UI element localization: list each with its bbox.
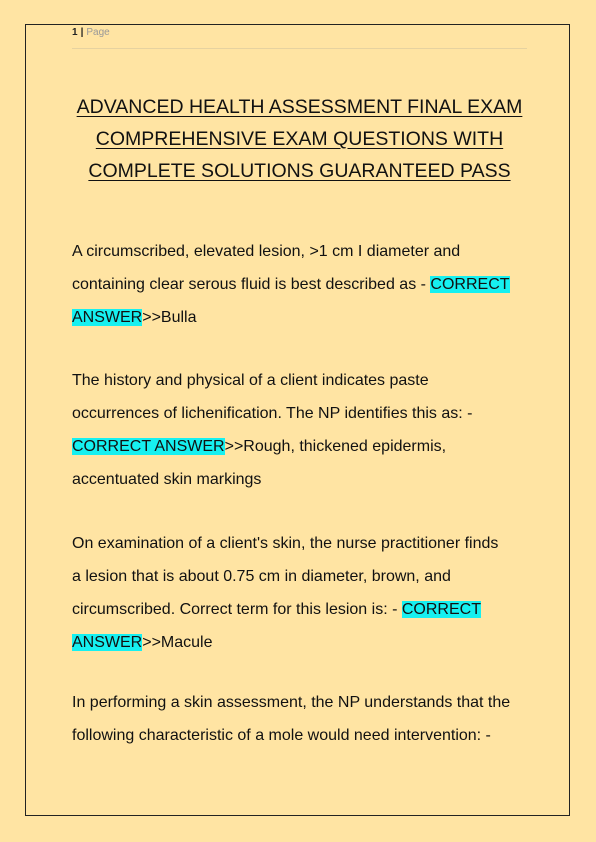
question-text: containing clear serous fluid is best described as - (72, 276, 431, 293)
answer-text-line: accentuated skin markings (72, 471, 262, 488)
correct-answer-highlight: CORRECT (430, 276, 510, 293)
correct-answer-highlight: ANSWER (72, 634, 143, 651)
document-title (72, 91, 527, 187)
question-text-line: occurrences of lichenification. The NP identifies this as: - (72, 405, 473, 422)
answer-text: >>Rough, thickened epidermis, (224, 438, 447, 455)
question-block (72, 686, 542, 752)
question-text-line (72, 268, 542, 301)
question-text-line: a lesion that is about 0.75 cm in diameter, brown, and (72, 568, 451, 585)
title-line: COMPLETE SOLUTIONS GUARANTEED PASS (88, 160, 511, 182)
title-line: ADVANCED HEALTH ASSESSMENT FINAL EXAM (76, 96, 523, 118)
question-text-line: following characteristic of a mole would need intervention: - (72, 727, 491, 744)
page-label: Page (86, 27, 110, 38)
correct-answer-highlight: CORRECT (401, 601, 481, 618)
question-text-line: A circumscribed, elevated lesion, >1 cm I diameter and (72, 243, 461, 260)
answer-line (72, 301, 542, 334)
question-text-line: In performing a skin assessment, the NP understands that the (72, 694, 511, 711)
question-block (72, 364, 542, 496)
question-block (72, 527, 542, 659)
question-text-line: The history and physical of a client indicates paste (72, 372, 429, 389)
header-rule (72, 48, 527, 49)
answer-text: >>Macule (142, 634, 213, 651)
correct-answer-highlight: ANSWER (72, 309, 143, 326)
question-text-line (72, 593, 542, 626)
question-text-line: On examination of a client's skin, the nurse practitioner finds (72, 535, 499, 552)
page-header (72, 26, 527, 40)
answer-text: >>Bulla (142, 309, 197, 326)
answer-line (72, 626, 542, 659)
question-block (72, 235, 542, 334)
answer-line (72, 430, 542, 463)
page-number-separator: | (80, 27, 84, 38)
title-line: COMPREHENSIVE EXAM QUESTIONS WITH (95, 128, 504, 150)
question-text: circumscribed. Correct term for this lesion is: - (72, 601, 402, 618)
correct-answer-highlight: CORRECT ANSWER (72, 438, 225, 455)
page-number: 1 (72, 27, 78, 38)
